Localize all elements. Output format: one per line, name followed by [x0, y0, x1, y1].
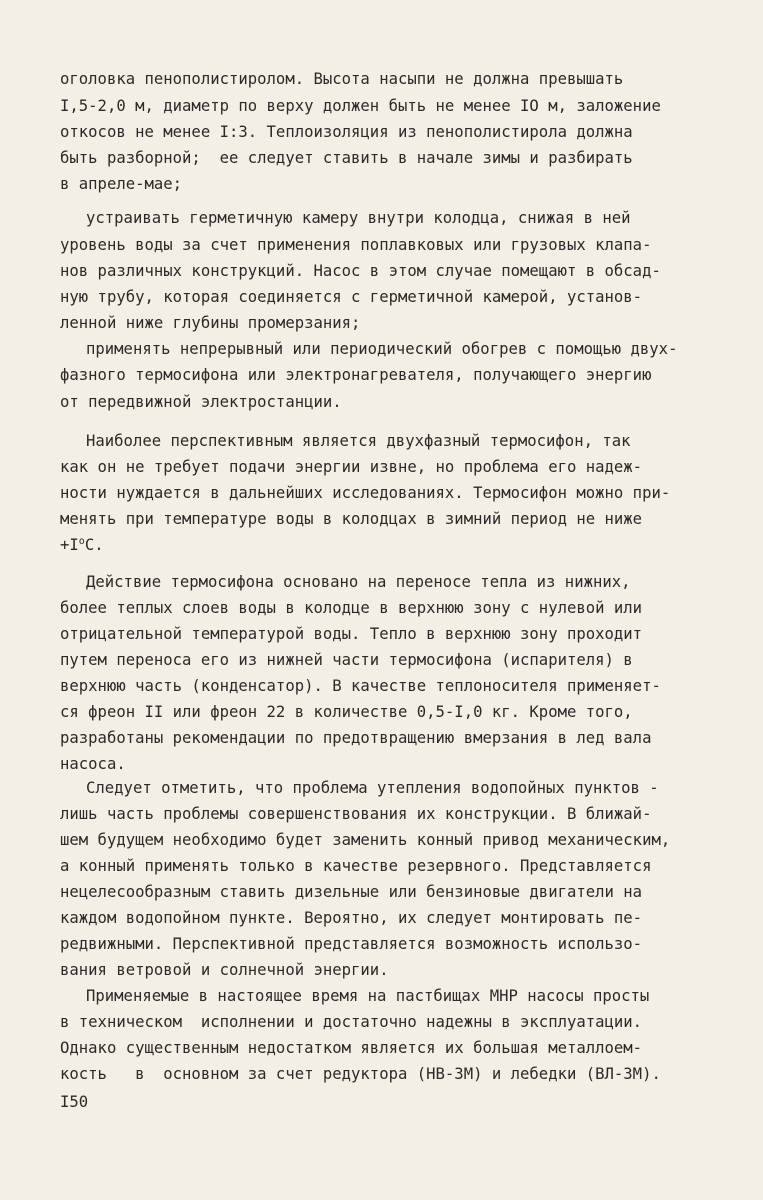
text-line: Однако существенным недостатком является их большая металлоем- [60, 1039, 643, 1057]
text-line: откосов не менее I:3. Теплоизоляция из пенополистирола должна [60, 123, 633, 141]
text-line: более теплых слоев воды в колодце в верхнюю зону с нулевой или [60, 599, 643, 617]
text-line: шем будущем необходимо будет заменить конный привод механическим, [60, 831, 671, 849]
text-line: разработаны рекомендации по предотвращению вмерзания в лед вала [60, 729, 652, 747]
text-line: ленной ниже глубины промерзания; [60, 314, 361, 332]
text-line: устраивать герметичную камеру внутри колодца, снижая в ней [86, 209, 631, 227]
degree-sign: о [78, 536, 85, 547]
text-line: вания ветровой и солнечной энергии. [60, 961, 389, 979]
text-line: нецелесообразным ставить дизельные или бензиновые двигатели на [60, 883, 643, 901]
text-line: оголовка пенополистиролом. Высота насыпи не должна превышать [60, 70, 624, 88]
text-line: I,5-2,0 м, диаметр по верху должен быть не менее IO м, заложение [60, 97, 661, 115]
text-line: ности нуждается в дальнейших исследованиях. Термосифон можно при- [60, 484, 671, 502]
temperature-unit: С. [84, 536, 104, 554]
temperature-line [60, 532, 104, 558]
text-line: а конный применять только в качестве резервного. Представляется [60, 857, 652, 875]
text-line: Действие термосифона основано на переносе тепла из нижних, [86, 573, 631, 591]
text-line: в техническом исполнении и достаточно надежны в эксплуатации. [60, 1013, 643, 1031]
text-line: как он не требует подачи энергии извне, но проблема его надеж- [60, 458, 643, 476]
text-line: путем переноса его из нижней части термосифона (испарителя) в [60, 651, 633, 669]
text-line: ную трубу, которая соединяется с герметичной камерой, установ- [60, 288, 643, 306]
text-line: в апреле-мае; [60, 175, 183, 193]
text-line: нов различных конструкций. Насос в этом случае помещают в обсад- [60, 262, 661, 280]
text-line: применять непрерывный или периодический обогрев с помощью двух- [86, 340, 678, 358]
text-line: Следует отметить, что проблема утепления водопойных пунктов - [86, 779, 659, 797]
text-line: Наиболее перспективным является двухфазный термосифон, так [86, 432, 631, 450]
text-line: лишь часть проблемы совершенствования их конструкции. В ближай- [60, 805, 652, 823]
text-line: каждом водопойном пункте. Вероятно, их следует монтировать пе- [60, 909, 643, 927]
text-line: от передвижной электростанции. [60, 393, 342, 411]
text-line: насоса. [60, 755, 126, 773]
text-line: фазного термосифона или электронагревателя, получающего энергию [60, 366, 652, 384]
text-line: Применяемые в настоящее время на пастбищах МНР насосы просты [86, 987, 650, 1005]
text-line: менять при температуре воды в колодцах в зимний период не ниже [60, 510, 643, 528]
text-line: кость в основном за счет редуктора (НВ-3М) и лебедки (ВЛ-3М). [60, 1065, 661, 1083]
text-line: ся фреон II или фреон 22 в количестве 0,5-I,0 кг. Кроме того, [60, 703, 633, 721]
text-line: отрицательной температурой воды. Тепло в верхнюю зону проходит [60, 625, 643, 643]
text-line: редвижными. Перспективной представляется возможность использо- [60, 935, 643, 953]
temperature-value: +I [60, 536, 79, 554]
text-line: уровень воды за счет применения поплавковых или грузовых клапа- [60, 236, 652, 254]
text-line: верхнюю часть (конденсатор). В качестве теплоносителя применяет- [60, 677, 661, 695]
page-number: I50 [60, 1093, 89, 1111]
text-line: быть разборной; ее следует ставить в начале зимы и разбирать [60, 149, 633, 167]
